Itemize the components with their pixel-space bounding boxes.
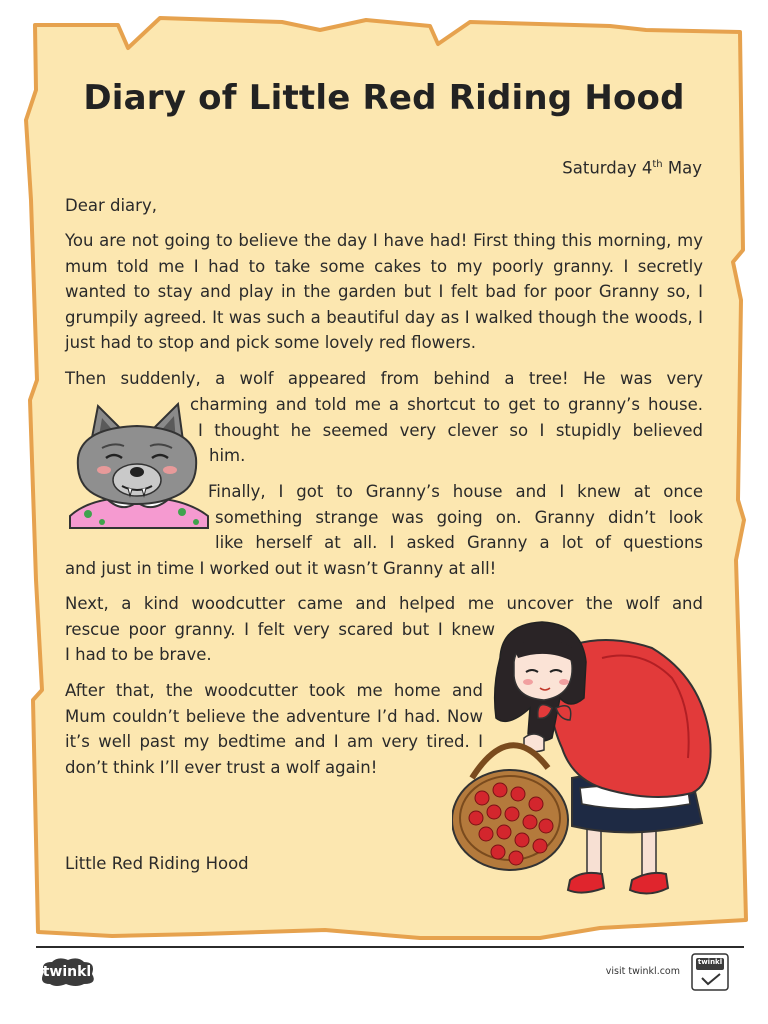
twinkl-logo-text: twinkl [42,964,92,980]
diary-date: Saturday 4th May [562,158,702,178]
wolf-illustration [62,398,212,538]
badge-label: twinkl [697,958,723,966]
footer-divider [36,946,744,948]
paragraph-line: Then suddenly, a wolf appeared from behind a tree! He was very [65,369,703,388]
paragraph-line: him. [209,446,246,465]
paragraph-line: something strange was going on. Granny didn’t look [215,508,703,527]
paragraph-line: Finally, I got to Granny’s house and I knew at once [208,482,703,501]
paragraph-line: and just in time I worked out it wasn’t Granny at all! [65,559,497,578]
signature: Little Red Riding Hood [65,854,249,873]
little-red-riding-hood-illustration [452,618,717,908]
paragraph-line: Next, a kind woodcutter came and helped me uncover the wolf and [65,594,703,613]
paragraph-line: like herself at all. I asked Granny a lot of questions [215,533,703,552]
paragraph-4: After that, the woodcutter took me home and Mum couldn’t believe the adventure I’d had. Now it’s well past my bedtime and I am very tired. I don’t think I’ll ever trust a wolf again! [65,681,483,777]
salutation: Dear diary, [65,196,157,215]
paragraph-line: I had to be brave. [65,645,212,664]
page-title: Diary of Little Red Riding Hood [83,78,685,118]
visit-link[interactable]: visit twinkl.com [605,966,680,977]
paragraph-line: I thought he seemed very clever so I stupidly believed [198,421,703,440]
paragraph-line: rescue poor granny. I felt very scared but I knew [65,620,495,639]
paragraph-1: You are not going to believe the day I have had! First thing this morning, my mum told me I had to take some cakes to my poorly granny. I secretly wanted to stay and play in the garden but I felt bad for poor Granny so, I grumpily agreed. It was such a beautiful day as I walked though the woods, I just had to stop and pick some lovely red flowers. [65,231,703,352]
paragraph-line: charming and told me a shortcut to get to granny’s house. [190,395,703,414]
